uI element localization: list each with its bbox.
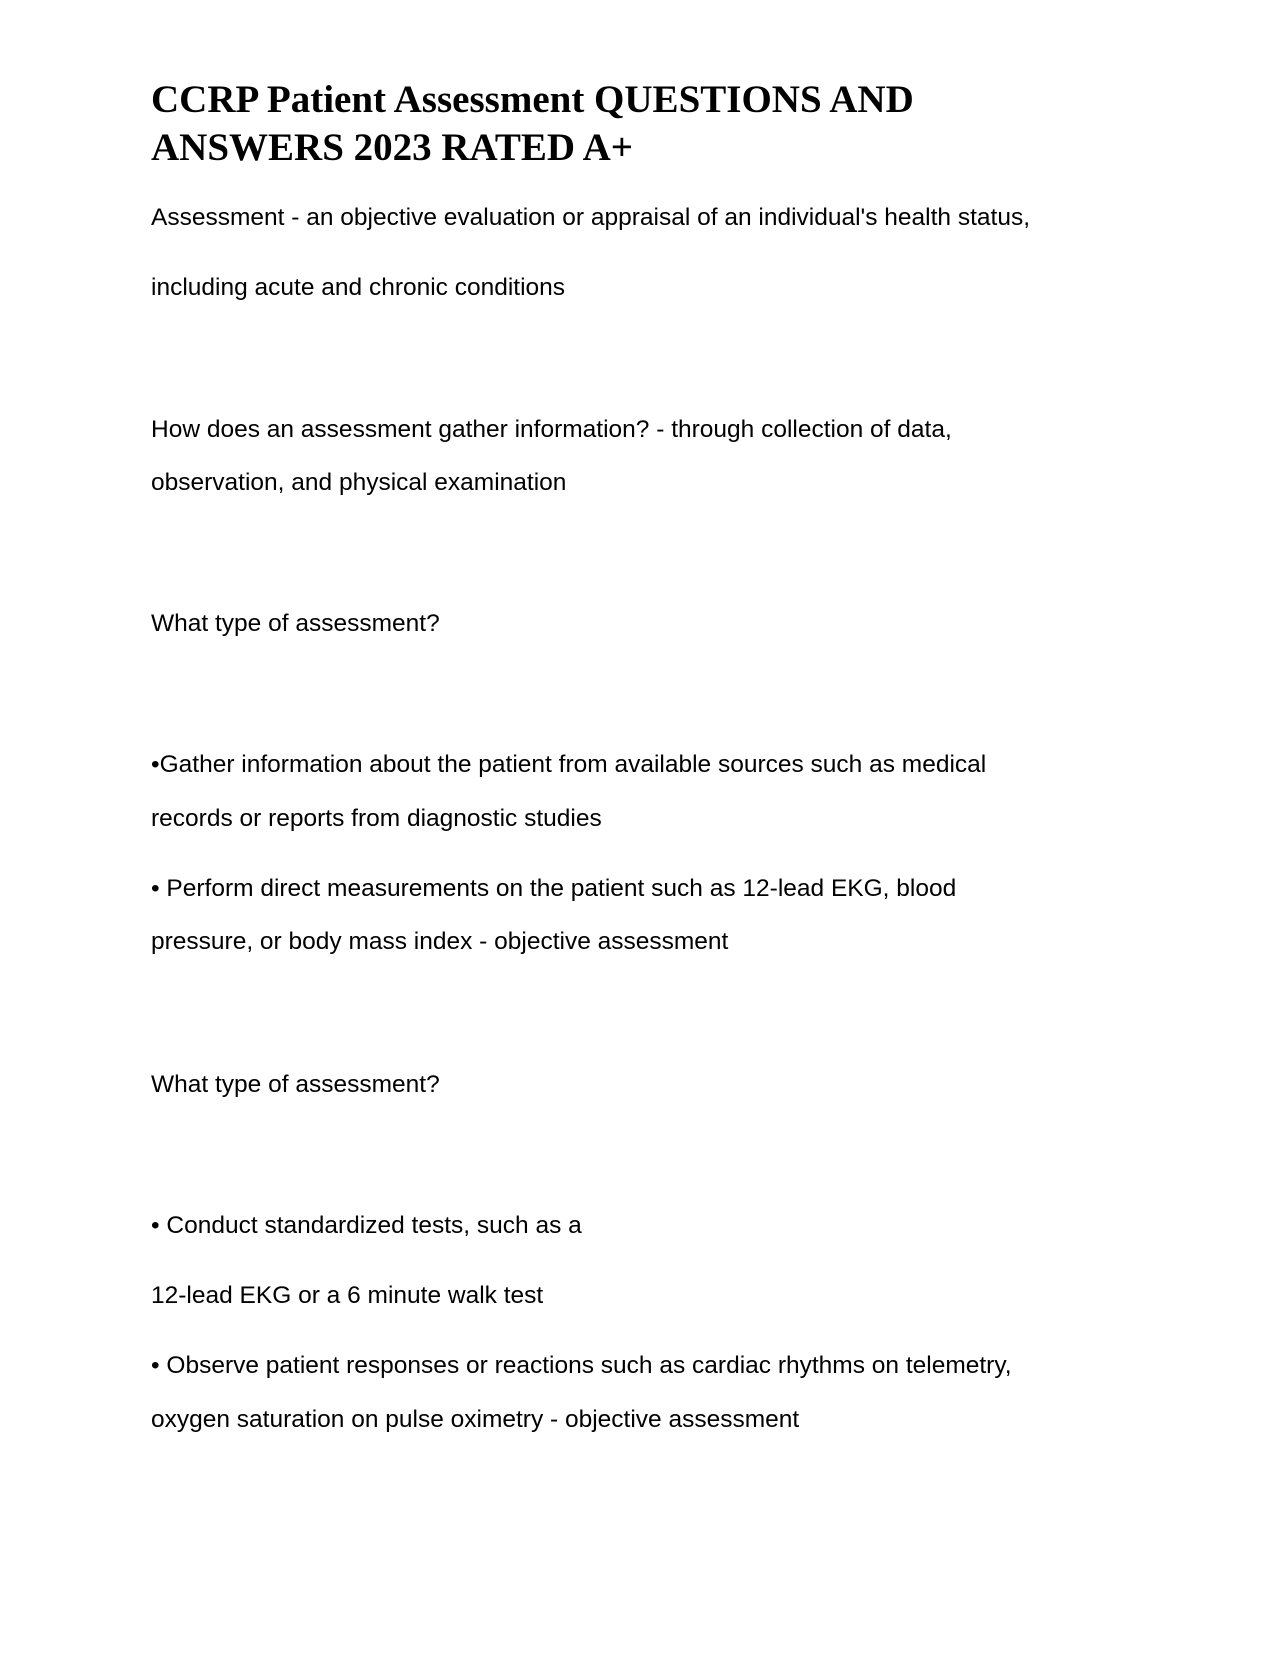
list-item-2-line-1: • Perform direct measurements on the patient such as 12-lead EKG, blood bbox=[151, 875, 957, 902]
question-1-line-1: How does an assessment gather information? - through collection of data, bbox=[151, 416, 952, 443]
question-2-heading: What type of assessment? bbox=[151, 610, 440, 637]
list-item-1-line-1: •Gather information about the patient from available sources such as medical bbox=[151, 751, 987, 778]
definition-line-2: including acute and chronic conditions bbox=[151, 274, 566, 301]
page-title bbox=[151, 76, 1151, 172]
definition-line-1: Assessment - an objective evaluation or appraisal of an individual's health status, bbox=[151, 204, 1031, 231]
list-item-4-line-2: oxygen saturation on pulse oximetry - objective assessment bbox=[151, 1406, 800, 1433]
list-item-1-line-2: records or reports from diagnostic studies bbox=[151, 805, 602, 832]
question-3-heading: What type of assessment? bbox=[151, 1071, 440, 1098]
list-item-3-line-2: 12-lead EKG or a 6 minute walk test bbox=[151, 1282, 544, 1309]
list-item-4-line-1: • Observe patient responses or reactions such as cardiac rhythms on telemetry, bbox=[151, 1352, 1012, 1379]
list-item-3-line-1: • Conduct standardized tests, such as a bbox=[151, 1212, 582, 1239]
list-item-2-line-2: pressure, or body mass index - objective assessment bbox=[151, 928, 729, 955]
title-line-1: CCRP Patient Assessment QUESTIONS AND bbox=[151, 78, 914, 121]
title-line-2: ANSWERS 2023 RATED A+ bbox=[151, 126, 633, 169]
question-1-line-2: observation, and physical examination bbox=[151, 469, 567, 496]
